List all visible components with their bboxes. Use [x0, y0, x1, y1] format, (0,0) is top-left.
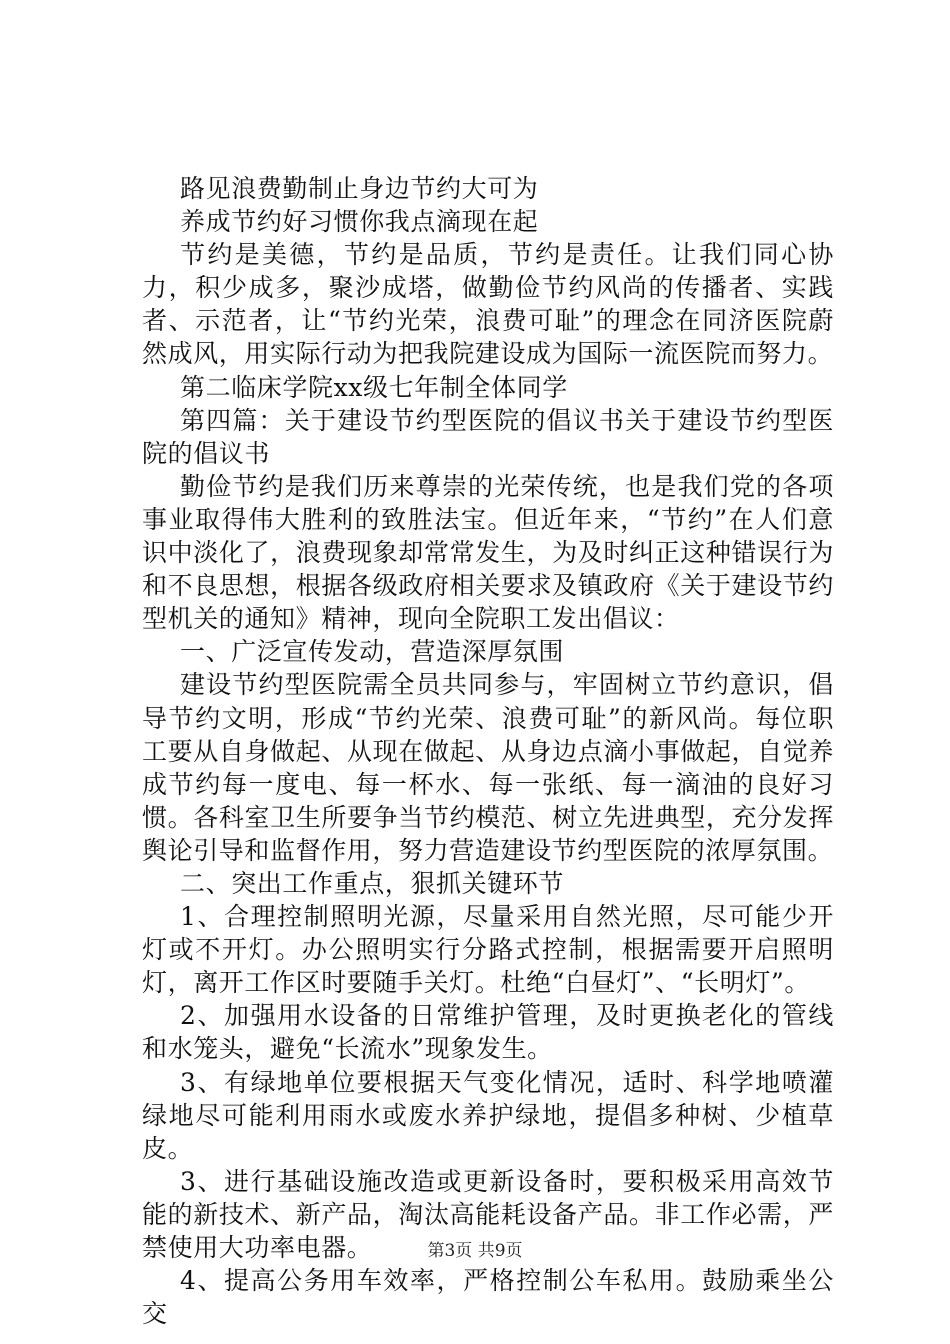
slogan-line-2: 养成节约好习惯你我点滴现在起 [180, 207, 539, 237]
paragraph-1: 建设节约型医院需全员共同参与，牢固树立节约意识，倡导节约文明，形成“节约光荣、浪费可耻”的新风尚。每位职工要从自身做起、从现在做起、从身边点滴小事做起，自觉养成节约每一度电、每一杯水、每一张纸、每一滴油的良好习惯。各科室卫生所要争当节约模范、树立先进典型，充分发挥舆论引导和监督作用，努力营造建设节约型医院的浓厚氛围。 [142, 670, 834, 865]
heading-2: 二、突出工作重点，狠抓关键环节 [180, 868, 565, 898]
list-item-4: 4、提高公务用车效率，严格控制公车私用。鼓励乘坐公交 [142, 1266, 834, 1329]
document-body [142, 172, 834, 1330]
list-item-3b: 3、进行基础设施改造或更新设备时，要积极采用高效节能的新技术、新产品，淘汰高能耗设备产品。非工作必需，严禁使用大功率电器。 [142, 1166, 834, 1262]
page-footer: 第3页 共9页 [427, 1241, 523, 1261]
list-item-1: 1、合理控制照明光源，尽量采用自然光照，尽可能少开灯或不开灯。办公照明实行分路式控制，根据需要开启照明灯，离开工作区时要随手关灯。杜绝“白昼灯”、“长明灯”。 [142, 902, 834, 998]
list-item-2: 2、加强用水设备的日常维护管理，及时更换老化的管线和水笼头，避免“长流水”现象发生。 [142, 1001, 834, 1064]
section-title: 第四篇：关于建设节约型医院的倡议书关于建设节约型医院的倡议书 [142, 405, 834, 468]
signature-line: 第二临床学院xx级七年制全体同学 [180, 372, 568, 402]
intro-paragraph: 勤俭节约是我们历来尊崇的光荣传统，也是我们党的各项事业取得伟大胜利的致胜法宝。但近年来，“节约”在人们意识中淡化了，浪费现象却常常发生，为及时纠正这种错误行为和不良思想，根据各级政府相关要求及镇政府《关于建设节约型机关的通知》精神，现向全院职工发出倡议： [142, 471, 834, 634]
heading-1: 一、广泛宣传发动，营造深厚氛围 [180, 637, 565, 667]
slogan-line-1: 路见浪费勤制止身边节约大可为 [180, 174, 539, 203]
closing-paragraph: 节约是美德，节约是品质，节约是责任。让我们同心协力，积少成多，聚沙成塔，做勤俭节约风尚的传播者、实践者、示范者，让“节约光荣，浪费可耻”的理念在同济医院蔚然成风，用实际行动为把我院建设成为国际一流医院而努力。 [142, 240, 834, 369]
list-item-3a: 3、有绿地单位要根据天气变化情况，适时、科学地喷灌绿地尽可能利用雨水或废水养护绿地，提倡多种树、少植草皮。 [142, 1067, 834, 1163]
